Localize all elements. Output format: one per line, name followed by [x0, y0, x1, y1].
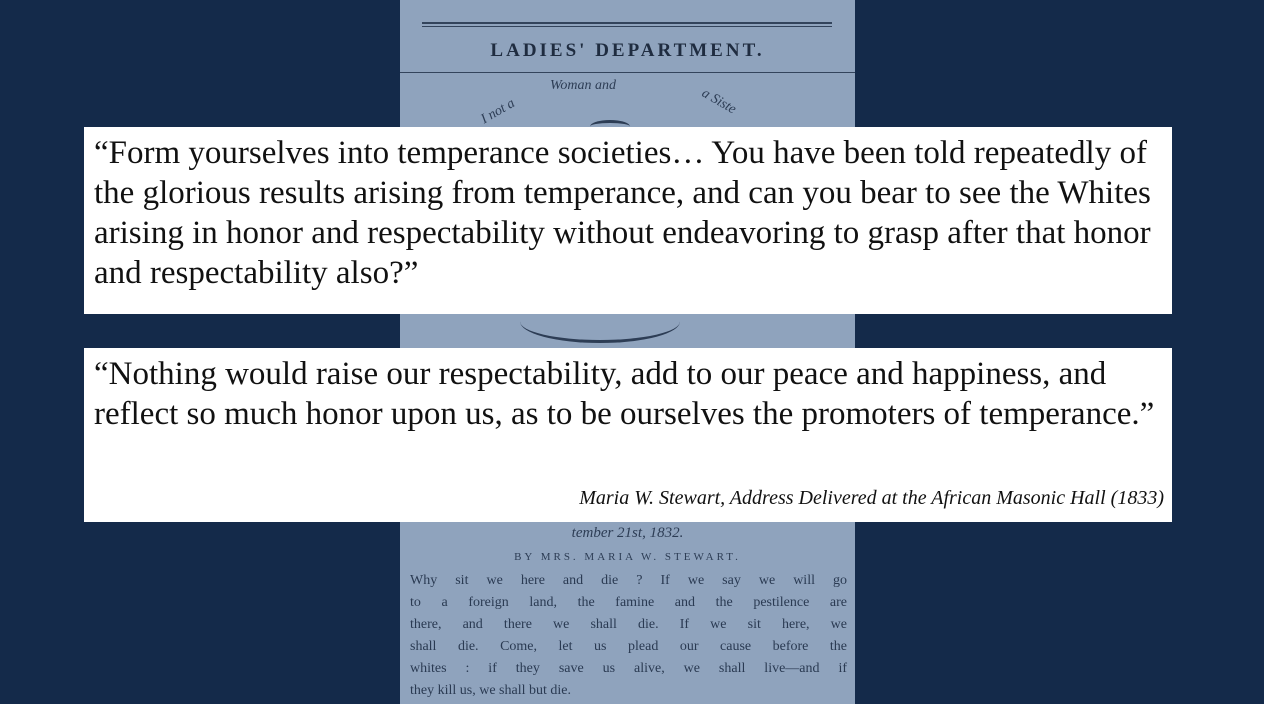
scan-arc-text: Woman and — [550, 78, 616, 93]
quote-attribution: Maria W. Stewart, Address Delivered at the African Masonic Hall (1833) — [579, 487, 1164, 509]
scan-dateline: tember 21st, 1832. — [571, 525, 684, 541]
scan-heading: LADIES' DEPARTMENT. — [490, 40, 765, 61]
scan-rule — [422, 26, 832, 27]
scan-body-line: shall die. Come, let us plead our cause before the — [410, 639, 847, 654]
quote-text: “Nothing would raise our respectability, add to our peace and happiness, and reflect so much honor upon us, as to be ourselves the promoters of temperance.” — [94, 356, 1155, 432]
scan-body-line: whites : if they save us alive, we shall live—and if — [410, 661, 847, 676]
scan-body-line: there, and there we shall die. If we sit here, we — [410, 617, 847, 632]
scan-rule — [422, 22, 832, 24]
quote-text: “Form yourselves into temperance societies… You have been told repeatedly of the glorious results arising from temperance, and can you bear to see the Whites arising in honor and respectability without endeavoring to grasp after that honor and respectability also?” — [94, 135, 1151, 291]
scan-rule — [400, 72, 855, 73]
scan-body-line: they kill us, we shall but die. — [410, 683, 571, 698]
quote-box-temperance-societies — [84, 127, 1172, 314]
scan-body-line: to a foreign land, the famine and the pestilence are — [410, 595, 847, 610]
scan-arc-text: I not a — [478, 95, 518, 128]
scan-byline: BY MRS. MARIA W. STEWART. — [514, 551, 741, 563]
scan-body-line: Why sit we here and die ? If we say we will go — [410, 573, 847, 588]
scan-body-text — [410, 570, 847, 702]
quote-box-respectability — [84, 348, 1172, 522]
scan-arc-text: a Siste — [698, 85, 739, 118]
